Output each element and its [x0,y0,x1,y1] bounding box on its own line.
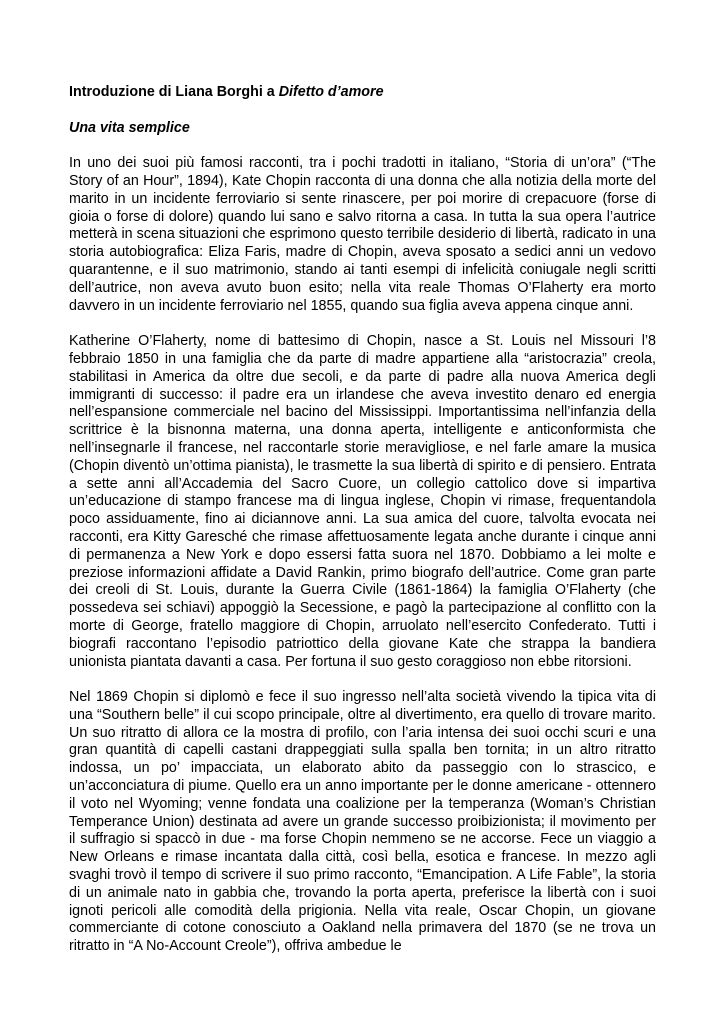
title-work: Difetto d’amore [278,84,384,100]
document-title [69,84,656,102]
section-title: Una vita semplice [69,119,190,136]
title-prefix: Introduzione di Liana Borghi a [69,84,279,100]
paragraph-1: In uno dei suoi più famosi racconti, tra i pochi tradotti in italiano, “Storia di un’ora” (“The Story of an Hour”, 1894), Kate Chopin racconta di una donna che alla notizia della morte del marito in un incidente ferroviario si sente rinascere, per poi morire di crepacuore (forse di gioia o forse di dolore) quando lui sano e salvo ritorna a casa. In tutta la sua opera l’autrice metterà in scena situazioni che esprimono questo terribile desiderio di libertà, radicato in una storia autobiografica: Eliza Faris, madre di Chopin, aveva sposato a sedici anni un vedovo quarantenne, e il suo matrimonio, stando ai tanti esempi di infelicità coniugale negli scritti dell’autrice, non aveva avuto buon esito; nella vita reale Thomas O’Flaherty era morto davvero in un incidente ferroviario nel 1855, quando sua figlia aveva appena cinque anni. [69,155,656,314]
document-page [69,84,656,956]
paragraph-3: Nel 1869 Chopin si diplomò e fece il suo ingresso nell’alta società vivendo la tipica vita di una “Southern belle” il cui scopo principale, oltre al divertimento, era quello di trovare marito. Un suo ritratto di allora ce la mostra di profilo, con l’aria intensa dei suoi occhi scuri e una gran quantità di capelli castani drappeggiati sulla spalla ben tornita; in un altro ritratto indossa, un po’ impacciata, un elaborato abito da passeggio con lo strascico, e un’acconciatura di piume. Quello era un anno importante per le donne americane - ottennero il voto nel Wyoming; venne fondata una coalizione per la temperanza (Woman’s Christian Temperance Union) destinata ad avere un grande successo proibizionista; il movimento per il suffragio si spaccò in due - ma forse Chopin nemmeno se ne accorse. Fece un viaggio a New Orleans e rimase incantata dalla città, così bella, esotica e francese. In mezzo agli svaghi trovò il tempo di scrivere il suo primo racconto, “Emancipation. A Life Fable”, la storia di un animale nato in gabbia che, trovando la porta aperta, preferisce la libertà con i suoi ignoti pericoli alle comodità della prigionia. Nella vita reale, Oscar Chopin, un giovane commerciante di cotone conosciuto a Oakland nella primavera del 1870 (se ne trova un ritratto in “A No-Account Creole”), offriva ambedue le [69,689,656,955]
paragraph-2: Katherine O’Flaherty, nome di battesimo di Chopin, nasce a St. Louis nel Missouri l’8 febbraio 1850 in una famiglia che da parte di madre appartiene alla “aristocrazia” creola, stabilitasi in America da oltre due secoli, e da parte di padre alla nuova America degli immigranti di successo: il padre era un irlandese che aveva investito denaro ed energia nell’espansione commerciale nel bacino del Mississippi. Importantissima nell’infanzia della scrittrice è la bisnonna materna, una donna aperta, intelligente e anticonformista che nell’insegnarle il francese, nel raccontarle storie meravigliose, e nel farle amare la musica (Chopin diventò un’ottima pianista), le trasmette la sua libertà di spirito e di pensiero. Entrata a sette anni all’Accademia del Sacro Cuore, un collegio cattolico dove si impartiva un’educazione di stampo francese ma di lingua inglese, Chopin vi rimase, frequentandola poco assiduamente, fino ai diciannove anni. La sua amica del cuore, talvolta evocata nei racconti, era Kitty Garesché che rimase affettuosamente legata anche durante i cinque anni di permanenza a New York e dopo essersi fatta suora nel 1870. Dobbiamo a lei molte e preziose informazioni affidate a David Rankin, primo biografo dell’autrice. Come gran parte dei creoli di St. Louis, durante la Guerra Civile (1861-1864) la famiglia O’Flaherty (che possedeva sei schiavi) appoggiò la Secessione, e pagò la partecipazione al conflitto con la morte di George, fratello maggiore di Chopin, arruolato nell’esercito Confederato. Tutti i biografi raccontano l’episodio patriottico della giovane Kate che strappa la bandiera unionista piantata davanti a casa. Per fortuna il suo gesto coraggioso non ebbe ritorsioni. [69,333,656,670]
